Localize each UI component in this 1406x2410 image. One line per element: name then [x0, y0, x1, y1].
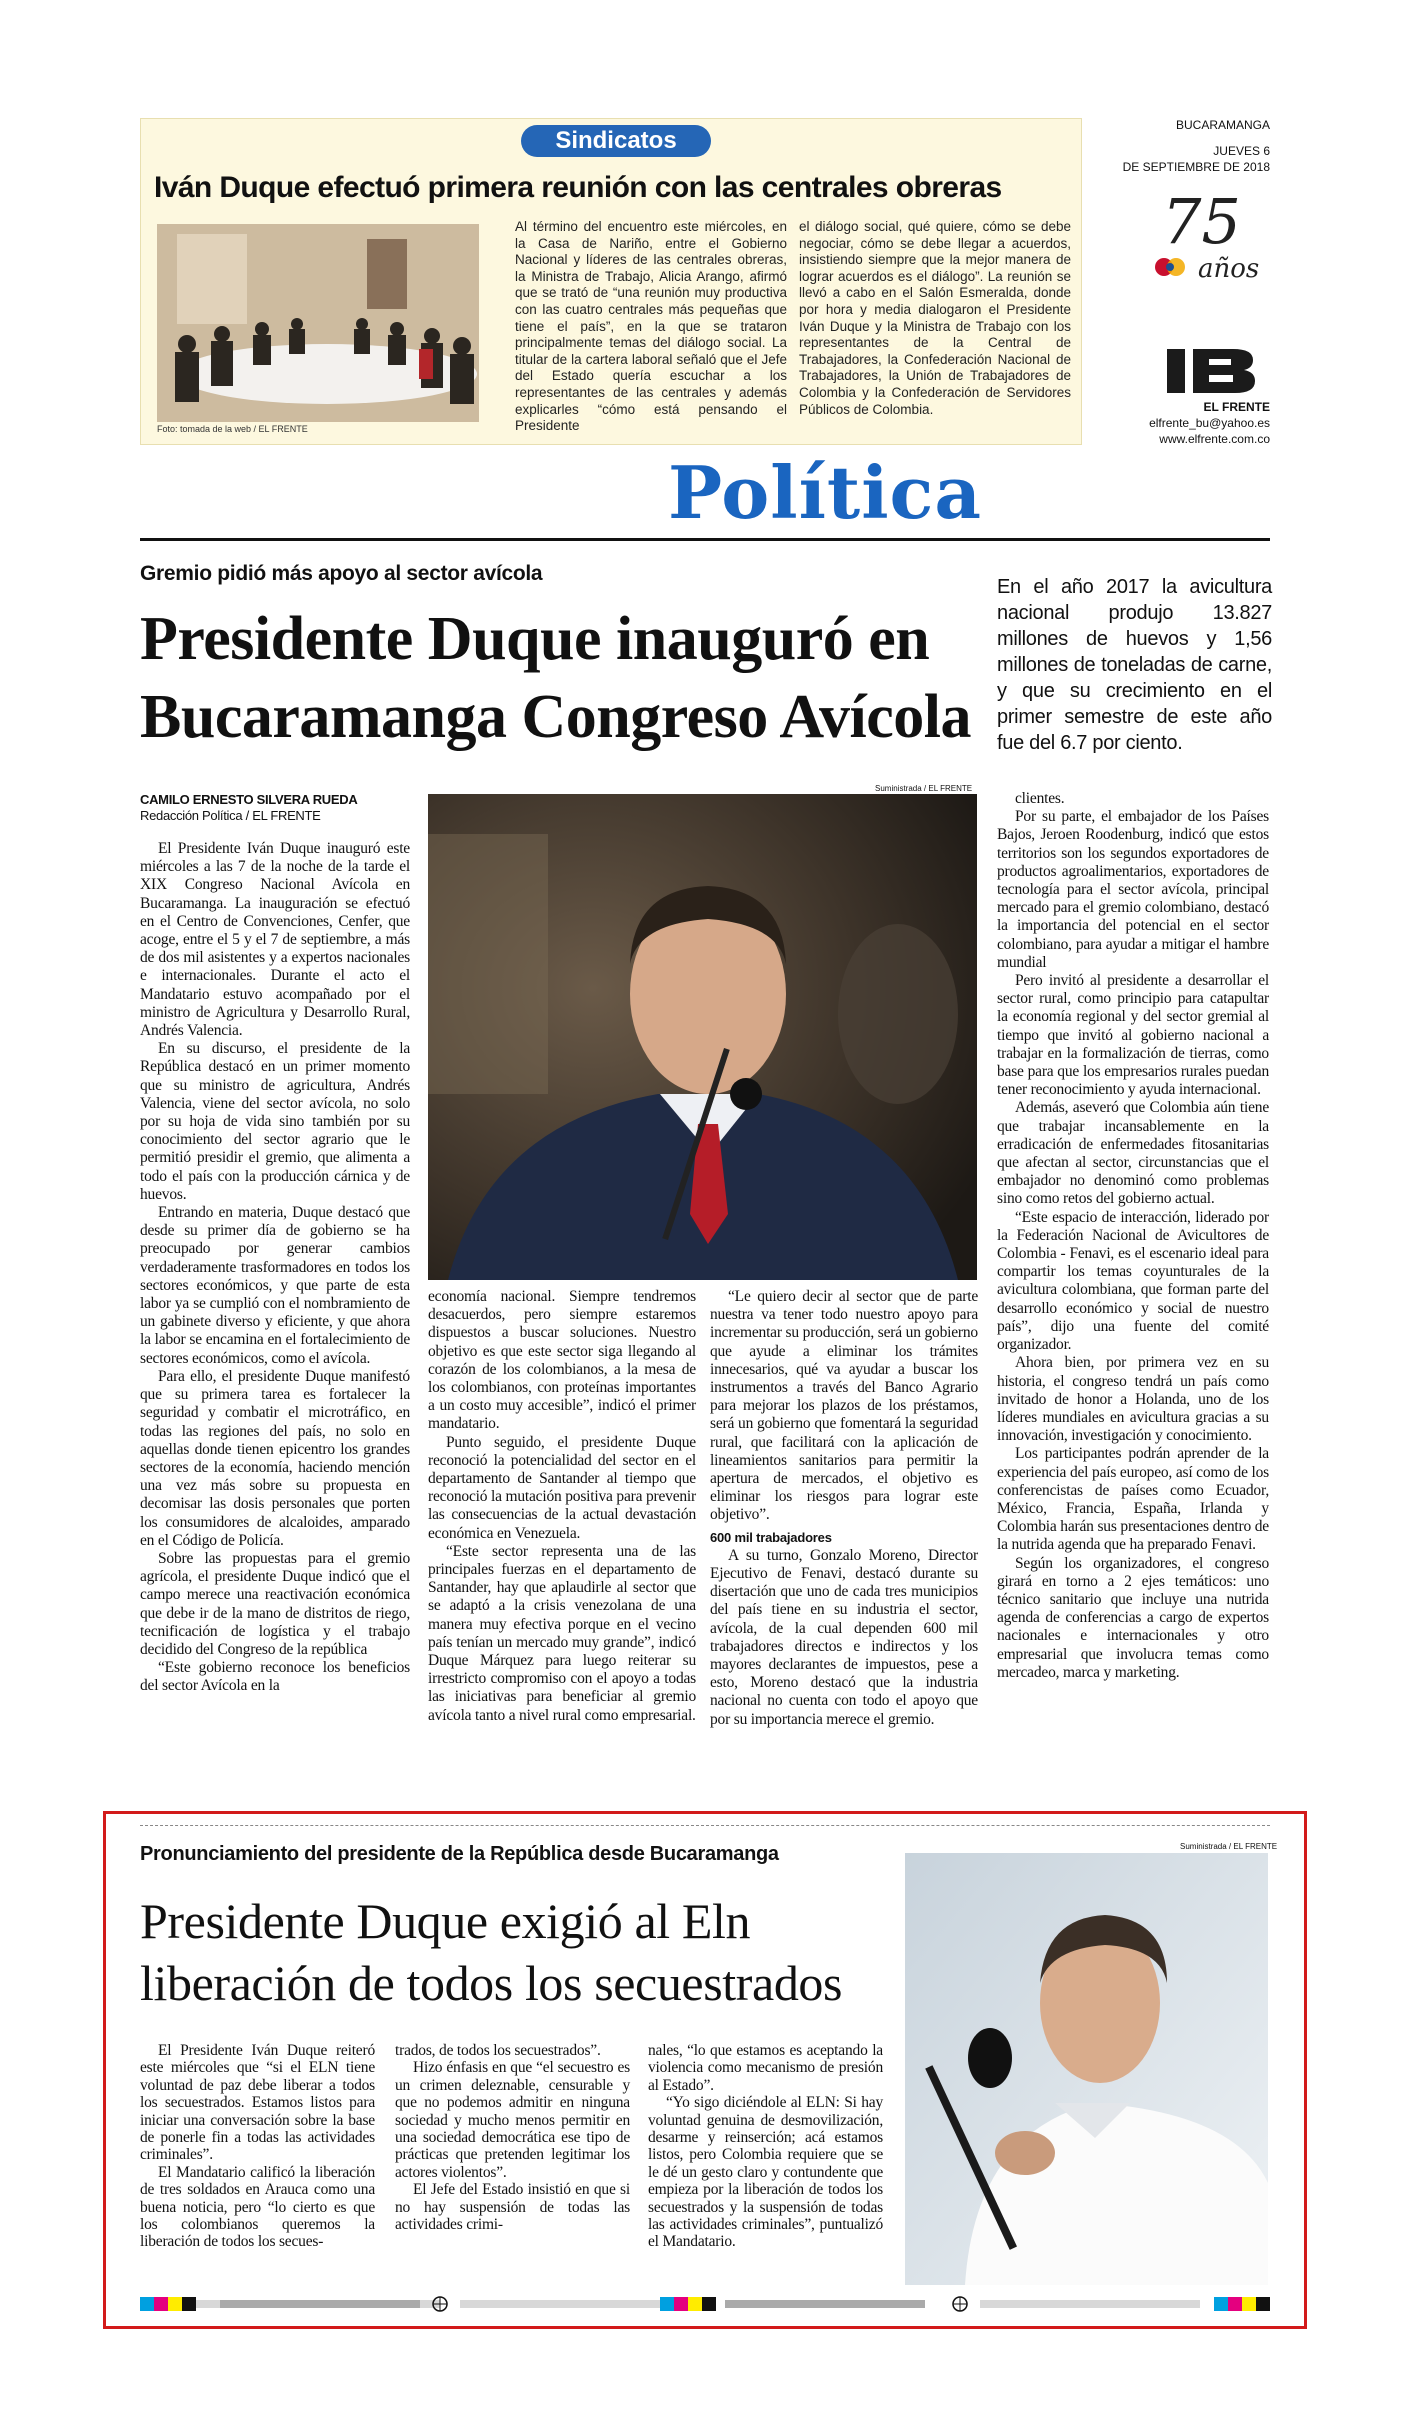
main-article-headline: [140, 600, 1000, 756]
paragraph: El Jefe del Estado insistió en que si no hay suspensión de todas las actividades crimi-: [395, 2181, 630, 2234]
anniversary-dots-icon: [1152, 252, 1192, 282]
second-article-column-1: [140, 2042, 375, 2251]
date-line-1: JUEVES 6: [1213, 144, 1270, 158]
masthead-city: BUCARAMANGA: [1175, 118, 1270, 132]
paragraph: Entrando en materia, Duque destacó que desde su primer día de gobierno se ha preocupado por generar cambios verdaderamente trasformadores en todos los sectores económicos, y que parte de esta labor ya se cumplió con el nombramiento de un gabinete diverso y eficiente, y que ahora la labor se encamina en el fortalecimiento de sectores económicos, como el avícola.: [140, 1204, 410, 1367]
paragraph: A su turno, Gonzalo Moreno, Director Ejecutivo de Fenavi, destacó durante su disertación que uno de cada tres municipios del país tiene en su industria el sector, avícola, de la cual dependen 600 mil trabajadores directos e indirectos y los mayores declarantes de impuestos, pese a esto, Moreno destacó que la industria nacional no cuenta con todo el apoyo que por su importancia merece el gremio.: [710, 1546, 978, 1728]
article-author: CAMILO ERNESTO SILVERA RUEDA: [140, 792, 358, 807]
photo-credit: Foto: tomada de la web / EL FRENTE: [157, 424, 308, 434]
anniversary-number: 75: [1162, 185, 1241, 258]
meeting-photo: [157, 224, 479, 422]
main-article-column-4: [997, 790, 1269, 1682]
paragraph: Sobre las propuestas para el gremio agrícola, el presidente Duque indicó que el campo merece una reactivación económica que debe ir de la mano de distritos de riego, tecnificación de logística y el trabajo decidido del Congreso de la república: [140, 1549, 410, 1658]
paragraph: “Este gobierno reconoce los beneficios del sector Avícola en la: [140, 1659, 410, 1695]
paragraph: Hizo énfasis en que “el secuestro es un crimen deleznable, censurable y que no podemos admitir en ninguna sociedad y mucho menos permitir en una sociedad democrática ese tipo de prácticas que pretenden legitimar los actores violentos”.: [395, 2059, 630, 2181]
paragraph: “Este espacio de interacción, liderado por la Federación Nacional de Avicultores de Colombia - Fenavi, es el escenario ideal para compartir los temas coyunturales de la avicultura colombiana, que forman parte del desarrollo económico y social de nuestro país”, dijo una fuente del comité organizador.: [997, 1208, 1269, 1354]
second-article-headline: [140, 1890, 920, 2014]
paragraph: “Este sector representa una de las principales fuerzas en el departamento de Santander, hay que aplaudirle al sector que se adaptó a la crisis venezolana de una manera muy efectiva porque en el vecino país tenían un mercado muy grande”, indicó Duque Márquez para luego reiterar su irrestricto compromiso con el apoyo a todas las iniciativas para beneficiar al gremio avícola tanto a nivel rural como empresarial.: [428, 1542, 696, 1724]
paragraph: “Yo sigo diciéndole al ELN: Si hay voluntad genuina de desmovilización, desarme y reinserción; acá estamos listos, pero Colombia requiere que se le dé un gesto claro y contundente que empieza por la liberación de todos los secuestrados y la suspensión de todas las actividades criminales”, puntualizó el Mandatario.: [648, 2094, 883, 2251]
paragraph: trados, de todos los secuestrados”.: [395, 2042, 601, 2059]
masthead-brand: EL FRENTE: [1203, 400, 1270, 414]
president-photo: [428, 794, 977, 1280]
main-article-column-2: [428, 1288, 696, 1725]
paragraph: economía nacional. Siempre tendremos desacuerdos, pero siempre estaremos dispuestos a buscar soluciones. Nuestro objetivo es que este sector siga llegando al corazón de los colombianos, a la mesa de los colombianos, con proteínas importantes a un costo muy accesible”, indicó el primer mandatario.: [428, 1288, 696, 1433]
second-article-column-2: [395, 2042, 630, 2233]
paragraph: clientes.: [1015, 790, 1065, 807]
president-speaking-photo: [905, 1853, 1268, 2285]
date-line-2: DE SEPTIEMBRE DE 2018: [1122, 160, 1270, 174]
photo-credit: Suministrada / EL FRENTE: [875, 784, 973, 793]
contact-email[interactable]: elfrente_bu@yahoo.es: [1149, 416, 1270, 430]
paragraph: El Mandatario calificó la liberación de tres soldados en Arauca como una buena noticia, pero “lo cierto es que los colombianos queremos la liberación de todos los secues-: [140, 2163, 375, 2251]
paragraph: Pero invitó al presidente a desarrollar el sector rural, como principio para catapultar la economía regional y del sector gremial al tiempo que invitó al gobierno nacional a trabajar en la formalización de tierras, como base para que los empresarios rurales puedan tener reconocimiento y ayuda internacional.: [997, 972, 1269, 1099]
paragraph: Punto seguido, el presidente Duque reconoció la potencialidad del sector en el departamento de Santander al tiempo que reconoció la mutación positiva para prevenir las consecuencias de la actual devastación económica en Venezuela.: [428, 1433, 696, 1542]
paragraph: El Presidente Iván Duque inauguró este miércoles a las 7 de la noche de la tarde el XIX Congreso Nacional Avícola en Bucaramanga. La inauguración se efectuó en el Centro de Convenciones, Cenfer, que acoge, entre el 5 y el 7 de septiembre, a más de dos mil asistentes y a expertos nacionales e internacionales. Durante el acto el Mandatario estuvo acompañado por el ministro de Agricultura y Desarrollo Rural, Andrés Valencia.: [140, 840, 410, 1040]
print-color-bar: [140, 2296, 1270, 2312]
contact-website[interactable]: www.elfrente.com.co: [1159, 432, 1270, 446]
headline-line-2: Bucaramanga Congreso Avícola: [140, 683, 972, 751]
paragraph: El Presidente Iván Duque reiteró este miércoles que “si el ELN tiene voluntad de paz debe liberar a todos los secuestrados. Estamos listos para iniciar una conversación sobre la base de ponerle fin a todas las actividades criminales”.: [140, 2042, 375, 2164]
section-tag-sindicatos: Sindicatos: [521, 125, 711, 157]
dashed-divider: [140, 1825, 1270, 1826]
sindicatos-column-1: Al término del encuentro este miércoles, en la Casa de Nariño, entre el Gobierno Nacional y líderes de las centrales obreras, la Ministra de Trabajo, Alicia Arango, afirmó que se trató de “una reunión muy productiva con las cuatro centrales más pequeñas que tiene el país”, en la que se trataron principalmente temas del diálogo social. La titular de la cartera laboral señaló que el Jefe del Estado quería escuchar a los representantes de las centrales y además explicarles “cómo está pensando el Presidente: [515, 219, 787, 434]
subheading: 600 mil trabajadores: [710, 1529, 832, 1545]
paragraph: Los participantes podrán aprender de la experiencia del país europeo, así como de los conferencistas de países como Ecuador, México, Francia, España, Irlanda y Colombia harán sus presentaciones dentro de la nutrida agenda que ha preparado Fenavi.: [997, 1445, 1269, 1554]
section-divider: [140, 538, 1270, 541]
anniversary-logo: [1140, 185, 1260, 300]
article-desk: Redacción Política / EL FRENTE: [140, 808, 321, 823]
masthead-date: [1120, 143, 1270, 175]
headline-line-1: Presidente Duque exigió al Eln: [140, 1893, 751, 1949]
second-article-column-3: [648, 2042, 883, 2251]
paragraph: “Le quiero decir al sector que de parte nuestra va tener todo nuestro apoyo para incrementar su producción, será un gobierno que ayude a eliminar los trámites innecesarios, qué va ayudar a buscar los instrumentos a través del Banco Agrario para mejorar los plazos de los préstamos, será un gobierno que fomentará la seguridad rural, que facilitará con la aplicación de lineamientos sanitarios para permitir la apertura de mercados, el objetivo es eliminar los riesgos para lograr este objetivo”.: [710, 1288, 978, 1524]
photo-credit: Suministrada / EL FRENTE: [1180, 1842, 1278, 1851]
section-title: Política: [668, 450, 983, 535]
paragraph: nales, “lo que estamos es aceptando la violencia como mecanismo de presión al Estado”.: [648, 2042, 883, 2094]
paragraph: En su discurso, el presidente de la República destacó en un primer momento que su ministro de agricultura, Andrés Valencia, viene del sector avícola, no solo por su hoja de vida sino también por su conocimiento del sector agrario que le permitió presidir el gremio, que alimenta a todo el país con la producción cárnica y de huevos.: [140, 1040, 410, 1203]
paragraph: Según los organizadores, el congreso girará en torno a 2 ejes temáticos: uno técnico sanitario que incluye una nutrida agenda de conferencias a cargo de expertos nacionales e internacionales y otro empresarial que involucra temas como mercadeo, marca y marketing.: [997, 1554, 1269, 1681]
newspaper-logo-icon: [1165, 345, 1271, 395]
second-article-kicker: Pronunciamiento del presidente de la República desde Bucaramanga: [140, 1843, 779, 1865]
paragraph: Ahora bien, por primera vez en su historia, el congreso tendrá un país como invitado de honor a Holanda, uno de los líderes mundiales en avicultura gracias a su innovación, investigación y conocimiento.: [997, 1354, 1269, 1445]
paragraph: Por su parte, el embajador de los Países Bajos, Jeroen Roodenburg, indicó que estos territorios son los segundos exportadores de productos agroalimentarios, exportadores de tecnología para el sector avícola, principal mercado para el gremio colombiano, destacó la importancia del potencial en el sector colombiano, para ayudar a mitigar el hambre mundial: [997, 808, 1269, 971]
paragraph: Además, aseveró que Colombia aún tiene que trabajar incansablemente en la erradicación de enfermedades fitosanitarias que afectan al sector, circunstancias que el embajador no denominó como problemas sino como retos del gobierno actual.: [997, 1099, 1269, 1208]
anniversary-word: años: [1198, 254, 1260, 284]
paragraph: Para ello, el presidente Duque manifestó que su primera tarea es fortalecer la seguridad y combatir el microtráfico, en todas las regiones del país, no solo en aquellas donde tienen epicentro los grandes sectores de la economía, haciendo mención una vez más sobre su propuesta en decomisar las dosis personales que porten los consumidores de alcaloides, amparado en el Código de Policía.: [140, 1367, 410, 1549]
masthead-contact: [1110, 415, 1270, 447]
headline-line-2: liberación de todos los secuestrados: [140, 1955, 843, 2011]
main-article-lead: En el año 2017 la avicultura nacional produjo 13.827 millones de huevos y 1,56 millones de toneladas de carne, y que su crecimiento en el primer semestre de este año fue del 6.7 por ciento.: [997, 576, 1272, 754]
sindicatos-headline: Iván Duque efectuó primera reunión con las centrales obreras: [154, 171, 1002, 204]
main-article-kicker: Gremio pidió más apoyo al sector avícola: [140, 562, 543, 585]
main-article-column-1: [140, 840, 410, 1696]
sindicatos-column-2: el diálogo social, qué quiere, cómo se debe negociar, cómo se debe llegar a acuerdos, insistiendo siempre que la mejor manera de lograr acuerdos es el diálogo”. La reunión se llevó a cabo en el Salón Esmeralda, donde por hora y media dialogaron el Presidente Iván Duque y la Ministra de Trabajo con los representantes de la Central de Trabajadores, la Confederación Nacional de Trabajadores, la Unión de Trabajadores de Colombia y la Confederación de Servidores Públicos de Colombia.: [799, 219, 1071, 417]
main-article-column-3: [710, 1288, 978, 1729]
sindicatos-box: [140, 118, 1082, 445]
headline-line-1: Presidente Duque inauguró en: [140, 605, 930, 673]
